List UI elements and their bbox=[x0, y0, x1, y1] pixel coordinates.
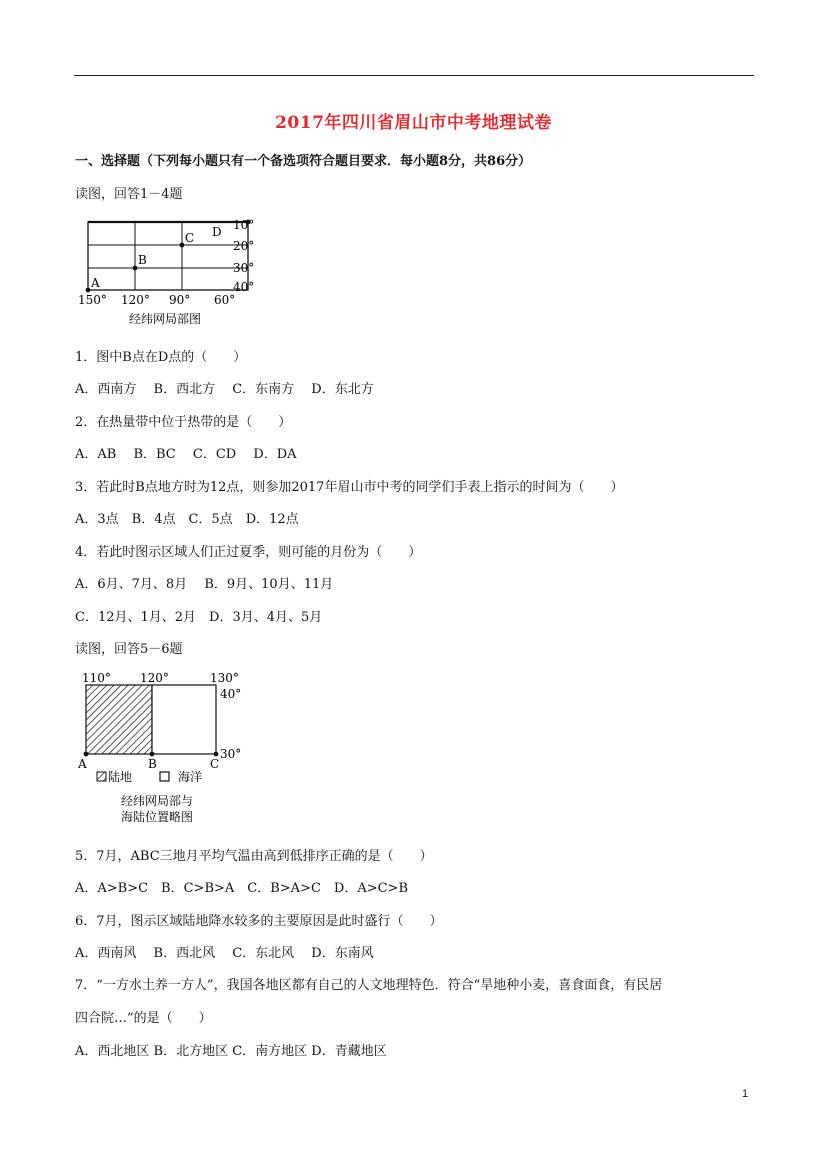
lon-label-120: 120° bbox=[140, 671, 169, 685]
legend-land-label: 陆地 bbox=[108, 770, 133, 784]
section-heading: 一、选择题（下列每小题只有一个备选项符合题目要求．每小题8分，共86分） bbox=[75, 154, 532, 169]
point-a-label: A bbox=[91, 276, 100, 290]
lat-label-10: 10° bbox=[233, 218, 255, 232]
question-7-options: A．西北地区 B．北方地区 C．南方地区 D．青藏地区 bbox=[75, 1044, 387, 1059]
header-rule bbox=[74, 75, 754, 76]
lat-label-20: 20° bbox=[233, 239, 255, 253]
question-5: 5．7月，ABC三地月平均气温由高到低排序正确的是（ ） bbox=[75, 849, 433, 864]
map1-caption: 经纬网局部图 bbox=[129, 312, 202, 326]
lon-label-90: 90° bbox=[169, 293, 191, 307]
question-4-options-cd: C．12月、1月、2月 D．3月、4月、5月 bbox=[75, 610, 323, 625]
question-7-line-1: 7．“一方水土养一方人”，我国各地区都有自己的人文地理特色．符合“旱地种小麦，喜食面食，有民居 bbox=[75, 978, 663, 993]
lon-label-110: 110° bbox=[82, 671, 111, 685]
question-2-options: A．AB B．BC C．CD D．DA bbox=[75, 447, 297, 462]
question-3: 3．若此时B点地方时为12点，则参加2017年眉山市中考的同学们手表上指示的时间为（ ） bbox=[75, 480, 624, 495]
legend-land-swatch bbox=[97, 772, 106, 781]
question-6-options: A．西南风 B．西北风 C．东北风 D．东南风 bbox=[75, 946, 374, 961]
map2-caption-line1: 经纬网局部与 bbox=[121, 794, 194, 808]
question-3-options: A．3点 B．4点 C．5点 D．12点 bbox=[75, 512, 299, 527]
question-5-options: A．A>B>C B．C>B>A C．B>A>C D．A>C>B bbox=[75, 881, 409, 896]
legend-sea-label: 海洋 bbox=[178, 770, 203, 784]
lon-label-150: 150° bbox=[78, 293, 107, 307]
intro-q5-6: 读图，回答5－6题 bbox=[75, 642, 183, 657]
point-a-label: A bbox=[78, 757, 87, 771]
point-d-label: D bbox=[212, 225, 222, 239]
land-area bbox=[86, 685, 152, 754]
intro-q1-4: 读图，回答1－4题 bbox=[75, 187, 183, 202]
point-c-dot bbox=[180, 243, 185, 248]
point-b-label: B bbox=[138, 253, 147, 267]
page-number: 1 bbox=[742, 1088, 749, 1100]
question-6: 6．7月，图示区域陆地降水较多的主要原因是此时盛行（ ） bbox=[75, 914, 443, 929]
question-4-options-ab: A．6月、7月、8月 B．9月、10月、11月 bbox=[75, 577, 334, 592]
lat-label-30: 30° bbox=[233, 261, 255, 275]
point-c-label: C bbox=[210, 757, 220, 771]
sea-area bbox=[152, 685, 216, 754]
point-b-dot bbox=[133, 266, 138, 271]
point-b-dot bbox=[150, 752, 155, 757]
map1-frame bbox=[88, 222, 248, 290]
point-a-dot bbox=[86, 288, 91, 293]
point-c-label: C bbox=[185, 231, 195, 245]
lon-label-60: 60° bbox=[214, 293, 236, 307]
land-sea-map-2 bbox=[74, 668, 259, 828]
lat-lon-grid-map-1 bbox=[74, 213, 259, 331]
point-b-label: B bbox=[148, 757, 157, 771]
point-a-dot bbox=[84, 752, 89, 757]
question-1-options: A．西南方 B．西北方 C．东南方 D．东北方 bbox=[75, 382, 374, 397]
lon-label-130: 130° bbox=[210, 671, 239, 685]
point-c-dot bbox=[214, 752, 219, 757]
map2-caption-line2: 海陆位置略图 bbox=[121, 810, 194, 824]
lat-label-40: 40° bbox=[233, 280, 255, 294]
lon-label-120: 120° bbox=[121, 293, 150, 307]
question-2: 2．在热量带中位于热带的是（ ） bbox=[75, 415, 292, 430]
lat-label-40: 40° bbox=[220, 687, 242, 701]
question-1: 1．图中B点在D点的（ ） bbox=[75, 350, 247, 365]
lat-label-30: 30° bbox=[220, 747, 242, 761]
legend-sea-swatch bbox=[160, 772, 169, 781]
page-title: 2017年四川省眉山市中考地理试卷 bbox=[275, 113, 552, 133]
question-7-line-2: 四合院…”的是（ ） bbox=[75, 1011, 212, 1026]
question-4: 4．若此时图示区域人们正过夏季，则可能的月份为（ ） bbox=[75, 545, 422, 560]
